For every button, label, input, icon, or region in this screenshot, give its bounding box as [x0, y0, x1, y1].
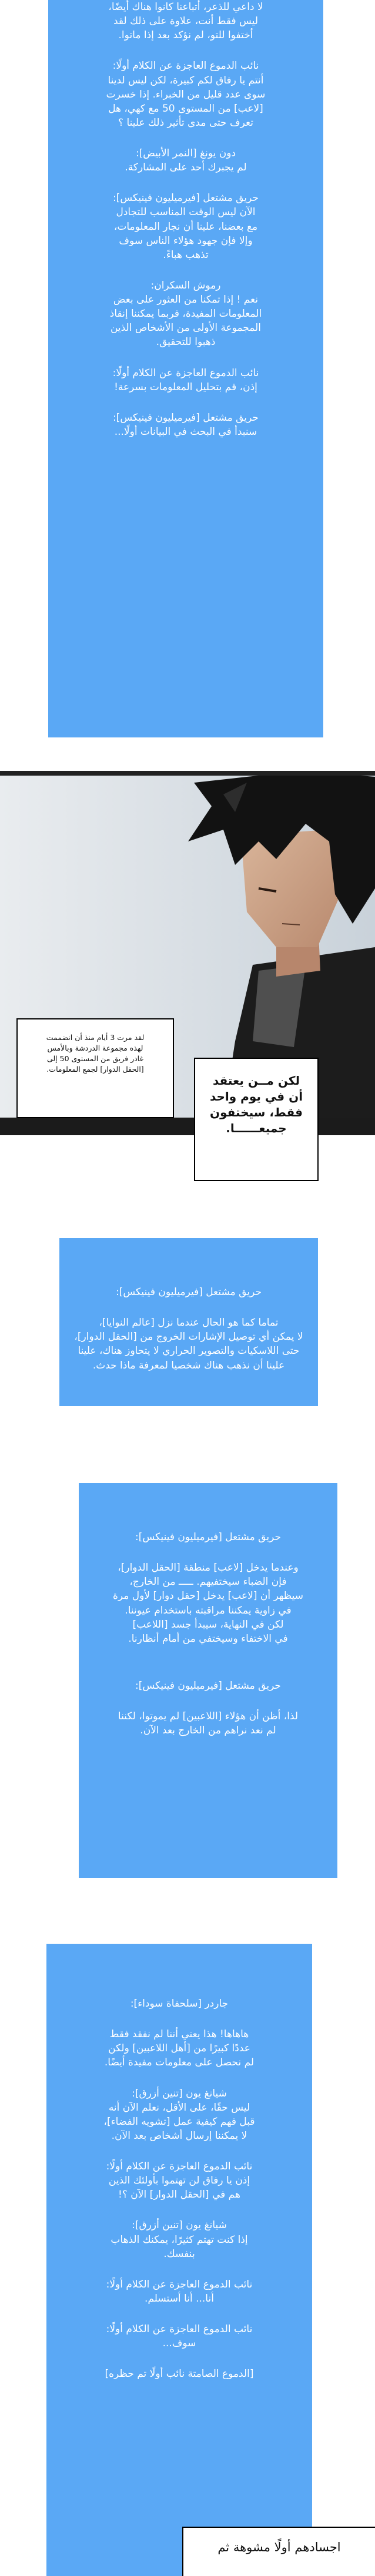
- text-line: وإلا فإن جهود هؤلاء الناس سوف: [119, 234, 253, 247]
- text-line: لا يمكننا إرسال أشخاص بعد الآن.: [111, 2129, 247, 2142]
- text-line: لقد مرت 3 أيام منذ أن انضممت: [46, 1033, 145, 1042]
- text-line: نائب الدموع العاجزة عن الكلام أولًا:: [106, 2161, 253, 2172]
- text-line: هاهاها! هذا يعني أننا لم نفقد فقط: [109, 2028, 249, 2041]
- text-line: المجموعة الأولى من الأشخاص الذين: [110, 322, 262, 334]
- text-line: ذهبوا للتحقيق.: [156, 336, 216, 348]
- text-line: حريق مشتعل [فيرميليون فينيكس]:: [135, 1531, 281, 1543]
- text-line: لهذه مجموعة الدردشة وبالأمس: [47, 1044, 143, 1053]
- text-line: شيانغ يون [تنين أزرق]:: [132, 2087, 227, 2099]
- text-line: قبل فهم كيفية عمل [تشويه الفضاء]،: [103, 2115, 255, 2128]
- narration-box-3: [182, 2527, 375, 2576]
- narration-lines: [201, 1073, 312, 1136]
- text-line: رموش السكران:: [150, 279, 221, 291]
- text-line: حتى اللاسكيات والتصوير الحراري لا يتحاوز هناك، علينا: [78, 1345, 300, 1357]
- text-line: تماما كما هو الحال عندما نزل [عالم النوايا]،: [99, 1317, 279, 1329]
- text-line: لا داعي للذعر، أتباعنا كانوا هناك أيضًا،: [108, 1, 263, 13]
- line-gap: [57, 2306, 302, 2322]
- text-line: نائب الدموع العاجزة عن الكلام أولًا:: [112, 60, 259, 72]
- ground: [0, 1118, 375, 1135]
- text-line: إذن يا رفاق لن تهتموا بأولئك الذين: [108, 2175, 250, 2187]
- text-line: حريق مشتعل [فيرميليون فينيكس]:: [113, 192, 259, 204]
- chat-lines: [57, 1997, 302, 2381]
- line-gap: [57, 2350, 302, 2367]
- text-line: إذا كنت تهتم كثيرًا، يمكنك الذهاب: [111, 2233, 248, 2246]
- line-gap: [63, 394, 308, 411]
- line-gap: [57, 2070, 302, 2087]
- text-line: بنفسك.: [163, 2248, 195, 2260]
- text-line: [لاعب] من المستوى 50 مع كهي، هل: [108, 102, 263, 115]
- text-line: تذهب هباءً.: [163, 249, 209, 261]
- line-gap: [63, 42, 308, 59]
- line-gap: [57, 2261, 302, 2278]
- narration-box-1: [16, 1018, 174, 1118]
- text-line: [الدموع الصامتة نائب أولًا تم حظره]: [105, 2368, 254, 2380]
- text-line: لكن مــن يعتقد: [212, 1074, 300, 1088]
- text-line: سنبدأ في البحث في البيانات أولًا...: [114, 425, 257, 438]
- text-line: أنتم يا رفاق لكم كبيرة، لكن ليس لدينا: [108, 74, 264, 86]
- line-gap: [57, 2143, 302, 2159]
- narration-lines: [189, 2540, 369, 2555]
- text-line: اجسادهم أولًا مشوهة ثم: [217, 2540, 341, 2554]
- text-line: ليس حقًا، على الأقل، نعلم الآن أنه: [108, 2101, 250, 2114]
- text-line: أختفوا للتو، لم نؤكد بعد إذا ماتوا.: [118, 29, 253, 42]
- text-line: وعندما يدخل [لاعب] منطقة [الحقل الدوار]،: [118, 1562, 299, 1574]
- line-gap: [63, 350, 308, 366]
- text-line: سيظهر أن [لاعب] يدخل [حقل دوار] لأول مرة: [112, 1590, 303, 1602]
- text-line: حريق مشتعل [فيرميليون فينيكس]:: [116, 1286, 262, 1298]
- line-gap: [63, 262, 308, 279]
- text-line: حريق مشتعل [فيرميليون فينيكس]:: [135, 1679, 281, 1692]
- text-line: لم نعد نراهم من الخارج بعد الآن.: [140, 1725, 276, 1737]
- text-line: لكن في النهاية، سيبدأ جسد [اللاعب]: [132, 1618, 284, 1631]
- text-line: غادر فريق من المستوى 50 إلى: [46, 1054, 144, 1064]
- text-line: نائب الدموع العاجزة عن الكلام أولًا:: [112, 367, 259, 379]
- chat-panel-1: [48, 0, 323, 737]
- text-line: في زاوية يمكننا مراقبته باستخدام عيوننا.: [125, 1604, 292, 1616]
- line-gap: [89, 1544, 327, 1561]
- chat-lines: [70, 1285, 307, 1373]
- text-line: سوف...: [162, 2337, 196, 2350]
- line-gap: [89, 1646, 327, 1662]
- text-line: حريق مشتعل [فيرميليون فينيكس]:: [113, 411, 259, 424]
- narration-box-2: [194, 1058, 319, 1181]
- text-line: تعرف حتى مدى تأثير ذلك علينا ؟: [118, 116, 253, 129]
- text-line: شيانغ يون [تنين أزرق]:: [132, 2219, 227, 2232]
- text-line: [الحقل الدوار] لجمع المعلومات.: [46, 1065, 144, 1074]
- text-line: لذا، أظن أن هؤلاء [اللاعبين] لم يموتوا، لكننا: [118, 1710, 299, 1722]
- text-line: ليس فقط أنت، علاوة على ذلك لقد: [113, 15, 259, 28]
- text-line: في الاختفاء وسيختفي من أمام أنظارنا.: [128, 1632, 288, 1645]
- line-gap: [63, 130, 308, 146]
- text-line: المعلومات المفيدة، فربما يمكننا إنقاذ: [109, 308, 262, 320]
- text-line: هم في [الحقل الدوار] الآن ؟!: [118, 2189, 240, 2201]
- text-line: جميعــــــا.: [226, 1121, 287, 1135]
- text-line: الآن ليس الوقت المناسب للتجادل: [116, 206, 256, 219]
- text-line: جاردر [سلحفاة سوداء]:: [130, 1998, 229, 2010]
- line-gap: [70, 1299, 307, 1316]
- text-line: مع بعضنا، علينا أن نجار المعلومات،: [113, 220, 258, 233]
- chat-panel-4: [46, 1944, 312, 2576]
- chat-panel-2: [59, 1238, 318, 1406]
- text-line: لا يمكن أي توصيل الإشارات الخروج من [الحقل الدوار]،: [74, 1331, 303, 1343]
- panel-border: [0, 771, 375, 776]
- text-line: أن في يوم واحد: [209, 1089, 303, 1103]
- chat-lines: [89, 1530, 327, 1738]
- text-line: لم نحصل على معلومات مفيدة أيضًا.: [104, 2057, 255, 2069]
- line-gap: [57, 2202, 302, 2218]
- text-line: أنا... أنا أستسلم.: [145, 2292, 214, 2305]
- text-line: نائب الدموع العاجزة عن الكلام أولًا:: [106, 2323, 253, 2335]
- line-gap: [57, 2011, 302, 2027]
- line-gap: [89, 1662, 327, 1679]
- narration-lines: [24, 1032, 167, 1075]
- text-line: علينا أن نذهب هناك شخصيا لمعرفة ماذا حدث.: [92, 1359, 285, 1371]
- text-line: لم يجبرك أحد على المشاركة.: [125, 162, 247, 174]
- chat-panel-3: [79, 1483, 337, 1878]
- text-line: دون يونغ [النمر الأبيض]:: [135, 147, 236, 159]
- text-line: نعم ! إذا تمكنا من العثور على بعض: [113, 294, 259, 306]
- line-gap: [89, 1693, 327, 1709]
- line-gap: [63, 175, 308, 191]
- text-line: عددًا كبيرًا من [أهل اللاعبين] ولكن: [108, 2042, 250, 2055]
- text-line: نائب الدموع العاجزة عن الكلام أولًا:: [106, 2278, 253, 2290]
- text-line: فإن الضباء سيختفيهم. ـــــ من الخارج،: [129, 1576, 287, 1588]
- chat-lines: [63, 0, 308, 439]
- text-line: فقط، سيختفون: [210, 1105, 303, 1119]
- text-line: إذن، قم بتحليل المعلومات بسرعة!: [114, 381, 257, 393]
- text-line: سوى عدد قليل من الخبراء. إذا خسرت: [106, 88, 266, 100]
